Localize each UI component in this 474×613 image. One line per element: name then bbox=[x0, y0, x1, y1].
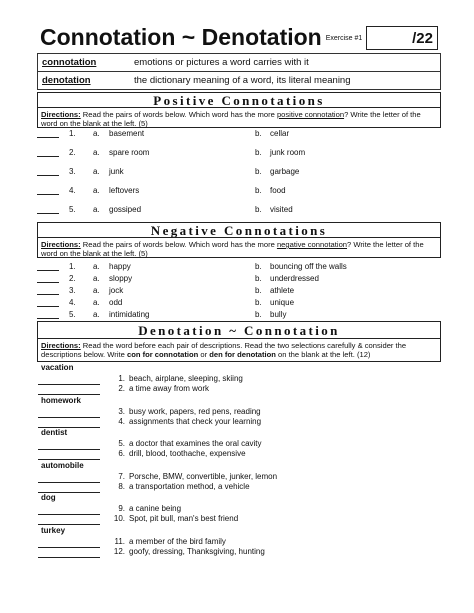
dencon-directions bbox=[37, 338, 441, 362]
item-number: 10. bbox=[113, 514, 125, 523]
option-a: intimidating bbox=[109, 310, 150, 319]
item-number: 11. bbox=[114, 536, 125, 546]
directions-text: or bbox=[198, 350, 210, 359]
description-item bbox=[111, 514, 238, 523]
directions-key: positive connotation bbox=[276, 110, 345, 119]
option-letter-b: b. bbox=[255, 286, 262, 295]
option-letter-b: b. bbox=[255, 205, 262, 214]
option-b: garbage bbox=[270, 167, 300, 176]
item-number: 7. bbox=[118, 471, 125, 481]
option-a: gossiped bbox=[109, 205, 142, 214]
category-word: dentist bbox=[41, 428, 68, 437]
definition-meaning: emotions or pictures a word carries with it bbox=[134, 57, 309, 68]
answer-blank[interactable] bbox=[37, 298, 59, 307]
description-item bbox=[111, 384, 209, 393]
option-a: happy bbox=[109, 262, 131, 271]
item-number: 1. bbox=[118, 374, 125, 383]
item-number: 8. bbox=[118, 481, 125, 491]
option-letter-a: a. bbox=[93, 186, 100, 195]
directions-label: Directions: bbox=[41, 240, 81, 249]
definition-row bbox=[38, 54, 440, 71]
answer-blank[interactable] bbox=[37, 274, 59, 283]
answer-blank[interactable] bbox=[38, 416, 100, 418]
pair-row bbox=[37, 297, 441, 309]
directions-bold: con for connotation bbox=[126, 350, 199, 359]
option-b: underdressed bbox=[270, 274, 319, 283]
answer-blank[interactable] bbox=[38, 481, 100, 483]
option-a: sloppy bbox=[109, 274, 133, 283]
item-number: 2. bbox=[118, 384, 125, 393]
description-text: goofy, dressing, Thanksgiving, hunting bbox=[129, 546, 265, 556]
option-b: bouncing off the walls bbox=[270, 262, 347, 271]
description-text: drill, blood, toothache, expensive bbox=[129, 449, 246, 458]
directions-bold: den for denotation bbox=[209, 350, 276, 359]
directions-label: Directions: bbox=[41, 110, 81, 119]
option-letter-a: a. bbox=[93, 129, 100, 138]
option-b: food bbox=[270, 186, 286, 195]
negative-directions bbox=[37, 237, 441, 258]
category-word: homework bbox=[41, 395, 82, 405]
pair-row bbox=[37, 273, 441, 285]
answer-blank[interactable] bbox=[38, 513, 100, 515]
score-box: /22 bbox=[366, 26, 438, 50]
description-item bbox=[111, 537, 226, 546]
answer-blank[interactable] bbox=[37, 286, 59, 295]
directions-text: Read the pairs of words below. Which word has the more bbox=[80, 110, 277, 119]
answer-blank[interactable] bbox=[37, 205, 59, 214]
option-letter-b: b. bbox=[255, 129, 262, 138]
pair-row bbox=[37, 128, 441, 140]
option-letter-a: a. bbox=[93, 274, 100, 283]
item-number: 6. bbox=[118, 449, 125, 458]
category-word: dog bbox=[41, 493, 56, 502]
answer-blank[interactable] bbox=[37, 262, 59, 271]
option-b: bully bbox=[270, 310, 287, 319]
answer-blank[interactable] bbox=[37, 186, 59, 195]
description-item bbox=[111, 439, 262, 448]
directions-text: on the blank at the left. (12) bbox=[275, 350, 371, 359]
description-text: a time away from work bbox=[129, 384, 210, 393]
option-b: visited bbox=[270, 205, 293, 214]
option-letter-a: a. bbox=[93, 148, 100, 157]
option-a: basement bbox=[109, 129, 145, 138]
definition-term: connotation bbox=[42, 57, 97, 68]
option-letter-b: b. bbox=[255, 262, 262, 271]
pair-row bbox=[37, 261, 441, 273]
directions-label: Directions: bbox=[41, 341, 81, 350]
description-text: Spot, pit bull, man's best friend bbox=[129, 514, 239, 523]
pair-row bbox=[37, 204, 441, 216]
description-text: a canine being bbox=[129, 504, 182, 513]
description-text: assignments that check your learning bbox=[129, 416, 262, 426]
description-item bbox=[111, 482, 250, 491]
pair-row bbox=[37, 147, 441, 159]
item-number: 3. bbox=[69, 167, 76, 176]
item-number: 3. bbox=[69, 286, 76, 295]
item-number: 2. bbox=[69, 274, 76, 283]
description-item bbox=[111, 407, 261, 416]
description-item bbox=[111, 472, 277, 481]
item-number: 5. bbox=[69, 310, 76, 319]
answer-blank[interactable] bbox=[38, 448, 100, 450]
option-a: jock bbox=[109, 286, 124, 295]
category-word: automobile bbox=[41, 460, 84, 470]
answer-blank[interactable] bbox=[37, 129, 59, 138]
description-text: a transportation method, a vehicle bbox=[129, 481, 250, 491]
option-b: athlete bbox=[270, 286, 295, 295]
exercise-label: Exercise #1 bbox=[325, 35, 363, 43]
item-number: 4. bbox=[69, 298, 76, 307]
pair-row bbox=[37, 285, 441, 297]
description-item bbox=[111, 374, 243, 383]
pair-row bbox=[37, 166, 441, 178]
option-letter-a: a. bbox=[93, 262, 100, 271]
description-text: a member of the bird family bbox=[129, 536, 226, 546]
definitions-table bbox=[37, 53, 441, 90]
answer-blank[interactable] bbox=[38, 383, 100, 385]
option-letter-a: a. bbox=[93, 286, 100, 295]
definition-row bbox=[38, 71, 440, 89]
item-number: 5. bbox=[118, 439, 125, 448]
option-letter-b: b. bbox=[255, 310, 262, 319]
description-text: beach, airplane, sleeping, skiing bbox=[129, 374, 243, 383]
directions-text: Read the pairs of words below. Which word has the more bbox=[80, 240, 277, 249]
item-number: 2. bbox=[69, 148, 76, 157]
answer-blank[interactable] bbox=[37, 148, 59, 157]
title-text: Connotation ~ Denotation bbox=[40, 24, 322, 50]
positive-directions bbox=[37, 107, 441, 128]
option-b: junk room bbox=[270, 148, 306, 157]
pair-row bbox=[37, 185, 441, 197]
directions-text: ? Write the letter of the word on the blank at the left. (5) bbox=[41, 110, 421, 128]
negative-heading: Negative Connotations bbox=[37, 222, 441, 238]
option-letter-b: b. bbox=[255, 148, 262, 157]
option-letter-a: a. bbox=[93, 298, 100, 307]
description-item bbox=[111, 504, 181, 513]
item-number: 1. bbox=[69, 262, 76, 271]
answer-blank[interactable] bbox=[37, 310, 59, 319]
category-word: turkey bbox=[41, 525, 66, 535]
definition-term: denotation bbox=[42, 75, 91, 86]
description-item bbox=[111, 449, 246, 458]
option-b: unique bbox=[270, 298, 295, 307]
option-a: junk bbox=[109, 167, 124, 176]
answer-blank[interactable] bbox=[38, 556, 100, 558]
item-number: 1. bbox=[69, 129, 76, 138]
directions-text: ? Write the letter of the word on the blank at the left. (5) bbox=[41, 240, 424, 258]
option-a: leftovers bbox=[109, 186, 140, 195]
option-letter-b: b. bbox=[255, 167, 262, 176]
directions-key: negative connotation bbox=[276, 240, 348, 249]
item-number: 4. bbox=[69, 186, 76, 195]
item-number: 5. bbox=[69, 205, 76, 214]
directions-text: Read the word before each pair of descriptions. Read the two selections carefully & consider the descriptions below. Write bbox=[41, 341, 407, 359]
option-letter-a: a. bbox=[93, 167, 100, 176]
page-title bbox=[40, 24, 362, 51]
item-number: 12. bbox=[113, 546, 125, 556]
description-item bbox=[111, 547, 265, 556]
description-text: Porsche, BMW, convertible, junker, lemon bbox=[129, 471, 278, 481]
item-number: 3. bbox=[118, 406, 125, 416]
option-letter-a: a. bbox=[93, 205, 100, 214]
option-a: spare room bbox=[109, 148, 150, 157]
description-item bbox=[111, 417, 261, 426]
positive-heading: Positive Connotations bbox=[37, 92, 441, 108]
option-letter-b: b. bbox=[255, 274, 262, 283]
definition-meaning: the dictionary meaning of a word, its literal meaning bbox=[134, 75, 351, 86]
dencon-heading: Denotation ~ Connotation bbox=[37, 321, 441, 339]
item-number: 4. bbox=[118, 416, 125, 426]
option-letter-b: b. bbox=[255, 298, 262, 307]
answer-blank[interactable] bbox=[38, 546, 100, 548]
option-b: cellar bbox=[270, 129, 290, 138]
description-text: a doctor that examines the oral cavity bbox=[129, 439, 262, 448]
description-text: busy work, papers, red pens, reading bbox=[129, 406, 261, 416]
pair-row bbox=[37, 309, 441, 321]
item-number: 9. bbox=[118, 504, 125, 513]
answer-blank[interactable] bbox=[37, 167, 59, 176]
option-letter-b: b. bbox=[255, 186, 262, 195]
option-letter-a: a. bbox=[93, 310, 100, 319]
category-word: vacation bbox=[41, 363, 74, 372]
option-a: odd bbox=[109, 298, 123, 307]
